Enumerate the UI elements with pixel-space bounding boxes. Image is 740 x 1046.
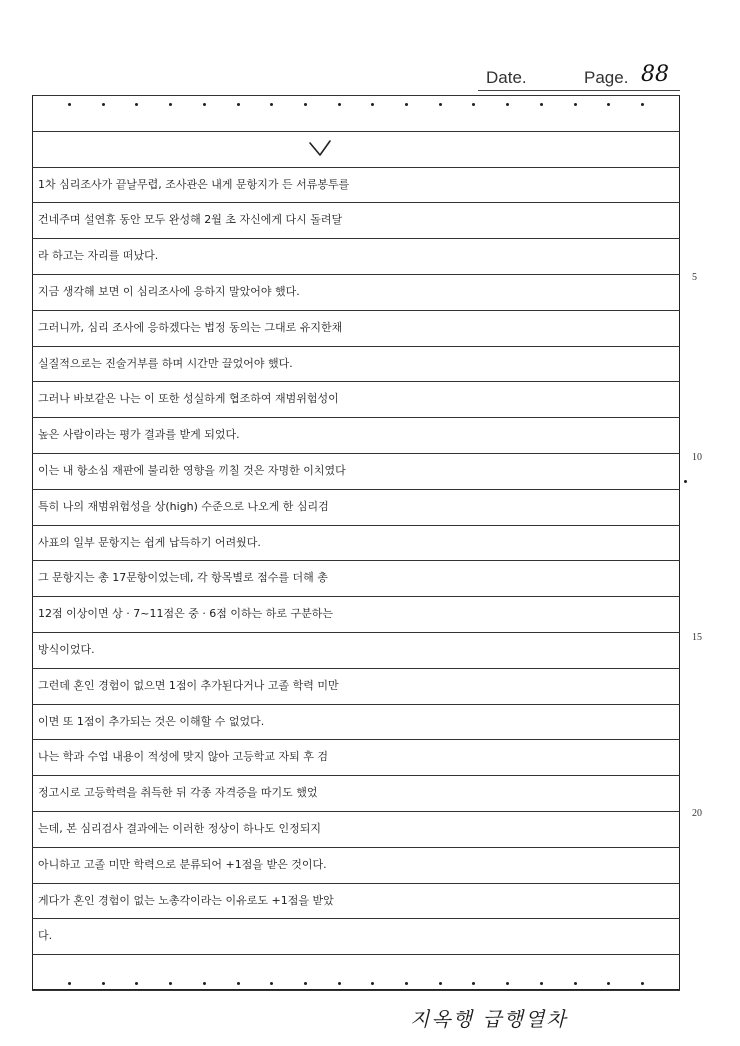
dot <box>607 982 610 985</box>
dot <box>472 982 475 985</box>
dot <box>169 103 172 106</box>
dot <box>68 103 71 106</box>
dot <box>68 982 71 985</box>
text-line: 사표의 일부 문항지는 쉽게 납득하기 어려웠다. <box>38 535 261 549</box>
dot <box>439 103 442 106</box>
ruled-line <box>32 811 680 812</box>
dot <box>540 103 543 106</box>
dot <box>371 982 374 985</box>
ruled-line <box>32 417 680 418</box>
ruled-line <box>32 202 680 203</box>
ruled-line <box>32 381 680 382</box>
dot <box>169 982 172 985</box>
dot <box>371 103 374 106</box>
check-mark-icon <box>308 139 332 159</box>
text-line: 라 하고는 자리를 떠났다. <box>38 249 159 263</box>
ruled-line <box>32 274 680 275</box>
dot <box>237 982 240 985</box>
dot <box>506 103 509 106</box>
dot <box>102 103 105 106</box>
text-line: 특히 나의 재범위험성을 상(high) 수준으로 나오게 한 심리검 <box>38 499 329 513</box>
text-line: 그 문항지는 총 17문항이었는데, 각 항목별로 점수를 더해 총 <box>38 571 328 585</box>
line-number-20: 20 <box>692 808 702 819</box>
text-line: 는데, 본 심리검사 결과에는 이러한 정상이 하나도 인정되지 <box>38 822 321 835</box>
text-line: 아니하고 고졸 미만 학력으로 분류되어 +1점을 받은 것이다. <box>38 857 327 871</box>
line-number-5: 5 <box>692 272 697 283</box>
ruled-line <box>32 346 680 347</box>
text-line: 12점 이상이면 상 · 7~11점은 중 · 6점 이하는 하로 구분하는 <box>38 607 334 621</box>
dot <box>338 982 341 985</box>
signature: 지옥행 급행열차 <box>410 1007 568 1031</box>
ruled-line <box>32 489 680 490</box>
date-label: Date. <box>486 68 527 87</box>
ruled-line <box>32 95 680 96</box>
ruled-line <box>32 167 680 168</box>
dot <box>270 982 273 985</box>
dot <box>540 982 543 985</box>
dot-row <box>32 103 680 106</box>
text-line: 나는 학과 수업 내용이 적성에 맞지 않아 고등학교 자퇴 후 검 <box>38 750 328 764</box>
text-line: 게다가 혼인 경험이 없는 노총각이라는 이유로도 +1점을 받았 <box>38 893 334 907</box>
line-overflow-period <box>684 480 687 483</box>
text-line: 그러나 바보같은 나는 이 또한 성실하게 협조하여 재범위험성이 <box>38 392 339 406</box>
text-line: 이면 또 1점이 추가되는 것은 이해할 수 없었다. <box>38 714 265 728</box>
ruled-line <box>32 632 680 633</box>
text-line: 다. <box>38 929 53 943</box>
text-line: 이는 내 항소심 재판에 불리한 영향을 끼칠 것은 자명한 이치였다 <box>38 464 346 477</box>
ruled-line <box>32 739 680 740</box>
text-line: 지금 생각해 보면 이 심리조사에 응하지 말았어야 했다. <box>38 285 300 298</box>
ruled-line <box>32 775 680 776</box>
ruled-line <box>32 847 680 848</box>
text-line: 1차 심리조사가 끝날무렵, 조사관은 내게 문항지가 든 서류봉투를 <box>38 177 350 191</box>
ruled-line <box>32 954 680 955</box>
dot-row <box>32 982 680 985</box>
ruled-line <box>32 596 680 597</box>
text-line: 건네주며 설연휴 동안 모두 완성해 2월 초 자신에게 다시 돌려달 <box>38 213 343 227</box>
text-line: 그러니까, 심리 조사에 응하겠다는 법정 동의는 그대로 유지한채 <box>38 320 343 334</box>
ruled-line <box>32 560 680 561</box>
text-line: 높은 사람이라는 평가 결과를 받게 되었다. <box>38 428 240 442</box>
dot <box>641 982 644 985</box>
dot <box>203 103 206 106</box>
text-line: 실질적으로는 진술거부를 하며 시간만 끌었어야 했다. <box>38 356 293 370</box>
ruled-line <box>32 238 680 239</box>
header-rule <box>478 90 680 91</box>
dot <box>472 103 475 106</box>
page-label: Page. <box>584 68 629 87</box>
dot <box>439 982 442 985</box>
dot <box>506 982 509 985</box>
dot <box>641 103 644 106</box>
dot <box>102 982 105 985</box>
dot <box>607 103 610 106</box>
dot <box>338 103 341 106</box>
dot <box>574 982 577 985</box>
dot <box>135 103 138 106</box>
ruled-line <box>32 525 680 526</box>
text-line: 그런데 혼인 경험이 없으면 1점이 추가된다거나 고졸 학력 미만 <box>38 678 339 692</box>
dot <box>270 103 273 106</box>
ruled-line <box>32 310 680 311</box>
dot <box>135 982 138 985</box>
dot <box>237 103 240 106</box>
ruled-line <box>32 990 680 991</box>
text-line: 방식이었다. <box>38 643 95 656</box>
ruled-line <box>32 883 680 884</box>
dot <box>203 982 206 985</box>
ruled-line <box>32 131 680 132</box>
ruled-line <box>32 668 680 669</box>
ruled-line <box>32 453 680 454</box>
line-number-15: 15 <box>692 632 702 643</box>
line-number-10: 10 <box>692 452 702 463</box>
dot <box>405 982 408 985</box>
ruled-line <box>32 918 680 919</box>
text-line: 정고시로 고등학력을 취득한 뒤 각종 자격증을 따기도 했었 <box>38 786 318 800</box>
dot <box>405 103 408 106</box>
ruled-line <box>32 704 680 705</box>
dot <box>304 982 307 985</box>
dot <box>574 103 577 106</box>
dot <box>304 103 307 106</box>
page-number: 88 <box>641 62 669 87</box>
